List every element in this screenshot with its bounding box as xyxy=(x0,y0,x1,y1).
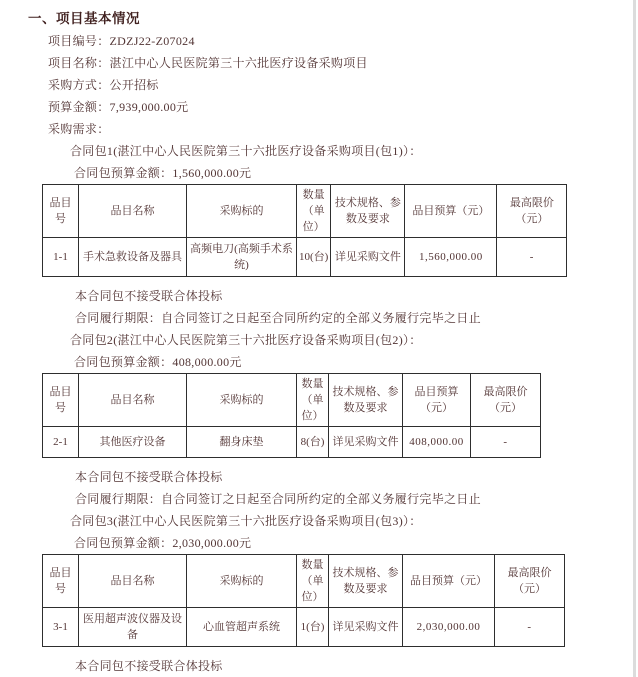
item-no-cell: 2-1 xyxy=(43,427,79,458)
item-spec-cell: 详见采购文件 xyxy=(329,608,403,647)
col-header-budget: 品目预算（元） xyxy=(403,374,471,427)
procurement-method-label: 采购方式： xyxy=(48,78,110,92)
table-row xyxy=(43,427,541,458)
package-3-budget-line xyxy=(74,532,638,554)
package-2-budget-value: 408,000.00元 xyxy=(172,355,242,369)
item-spec-cell: 详见采购文件 xyxy=(329,427,403,458)
col-header-spec: 技术规格、参数及要求 xyxy=(331,185,405,238)
procurement-demand-line xyxy=(48,118,638,140)
item-no-cell: 3-1 xyxy=(43,608,79,647)
col-header-spec: 技术规格、参数及要求 xyxy=(329,374,403,427)
package-3-title: 合同包3(湛江中心人民医院第三十六批医疗设备采购项目(包3)）： xyxy=(70,514,422,528)
package-2-items-table xyxy=(42,373,541,458)
col-header-budget: 品目预算（元） xyxy=(405,185,497,238)
budget-amount-value: 7,939,000.00元 xyxy=(109,100,189,114)
project-number-line xyxy=(48,30,638,52)
procurement-method-value: 公开招标 xyxy=(109,78,159,92)
col-header-item-name: 品目名称 xyxy=(79,555,187,608)
item-target-cell: 心血管超声系统 xyxy=(187,608,297,647)
col-header-quantity: 数量（单位） xyxy=(297,555,329,608)
item-target-cell: 高频电刀(高频手术系统) xyxy=(187,238,297,277)
package-3-budget-value: 2,030,000.00元 xyxy=(172,536,252,550)
package-1-note-consortium: 本合同包不接受联合体投标 xyxy=(75,289,223,303)
item-budget-cell: 2,030,000.00 xyxy=(403,608,495,647)
package-2-note-consortium: 本合同包不接受联合体投标 xyxy=(75,470,223,484)
table-header-row xyxy=(43,555,565,608)
scrollbar-track[interactable] xyxy=(633,0,636,677)
item-target-cell: 翻身床垫 xyxy=(187,427,297,458)
package-2-budget-line xyxy=(74,351,638,373)
package-2-note-performance-period: 合同履行期限：自合同签订之日起至合同所约定的全部义务履行完毕之日止 xyxy=(75,492,481,506)
item-no-cell: 1-1 xyxy=(43,238,79,277)
item-qty-cell: 8(台) xyxy=(297,427,329,458)
package-1-budget-label: 合同包预算金额： xyxy=(74,166,173,180)
item-budget-cell: 408,000.00 xyxy=(403,427,471,458)
package-2-title: 合同包2(湛江中心人民医院第三十六批医疗设备采购项目(包2)）： xyxy=(70,333,422,347)
project-name-label: 项目名称： xyxy=(48,56,110,70)
table-header-row xyxy=(43,374,541,427)
project-name-value: 湛江中心人民医院第三十六批医疗设备采购项目 xyxy=(109,56,368,70)
col-header-quantity: 数量（单位） xyxy=(297,374,329,427)
col-header-price-cap: 最高限价（元） xyxy=(497,185,567,238)
item-name-cell: 手术急救设备及器具 xyxy=(79,238,187,277)
table-row xyxy=(43,608,565,647)
col-header-price-cap: 最高限价（元） xyxy=(495,555,565,608)
budget-amount-line xyxy=(48,96,638,118)
project-number-value: ZDZJ22-Z07024 xyxy=(109,34,195,48)
package-1-items-table xyxy=(42,184,567,277)
col-header-target: 采购标的 xyxy=(187,555,297,608)
package-1-title: 合同包1(湛江中心人民医院第三十六批医疗设备采购项目(包1)）： xyxy=(70,144,422,158)
item-spec-cell: 详见采购文件 xyxy=(331,238,405,277)
col-header-item-no: 品目号 xyxy=(43,374,79,427)
table-header-row xyxy=(43,185,567,238)
col-header-item-no: 品目号 xyxy=(43,185,79,238)
col-header-item-no: 品目号 xyxy=(43,555,79,608)
project-name-line xyxy=(48,52,638,74)
package-1-budget-line xyxy=(74,162,638,184)
item-cap-cell: - xyxy=(497,238,567,277)
col-header-item-name: 品目名称 xyxy=(79,374,187,427)
item-cap-cell: - xyxy=(495,608,565,647)
procurement-demand-label: 采购需求： xyxy=(48,122,110,136)
col-header-spec: 技术规格、参数及要求 xyxy=(329,555,403,608)
package-1-budget-value: 1,560,000.00元 xyxy=(172,166,252,180)
page-title: 一、项目基本情况 xyxy=(28,11,140,26)
project-number-label: 项目编号： xyxy=(48,34,110,48)
budget-amount-label: 预算金额： xyxy=(48,100,110,114)
package-3-budget-label: 合同包预算金额： xyxy=(74,536,173,550)
col-header-item-name: 品目名称 xyxy=(79,185,187,238)
col-header-quantity: 数量（单位） xyxy=(297,185,331,238)
item-qty-cell: 1(台) xyxy=(297,608,329,647)
item-cap-cell: - xyxy=(471,427,541,458)
package-2-budget-label: 合同包预算金额： xyxy=(74,355,173,369)
package-3-items-table xyxy=(42,554,565,647)
item-name-cell: 其他医疗设备 xyxy=(79,427,187,458)
table-row xyxy=(43,238,567,277)
col-header-price-cap: 最高限价（元） xyxy=(471,374,541,427)
procurement-method-line xyxy=(48,74,638,96)
col-header-target: 采购标的 xyxy=(187,185,297,238)
col-header-target: 采购标的 xyxy=(187,374,297,427)
item-name-cell: 医用超声波仪器及设备 xyxy=(79,608,187,647)
package-3-note-consortium: 本合同包不接受联合体投标 xyxy=(75,659,223,673)
package-1-note-performance-period: 合同履行期限：自合同签订之日起至合同所约定的全部义务履行完毕之日止 xyxy=(75,311,481,325)
col-header-budget: 品目预算（元） xyxy=(403,555,495,608)
item-budget-cell: 1,560,000.00 xyxy=(405,238,497,277)
item-qty-cell: 10(台) xyxy=(297,238,331,277)
